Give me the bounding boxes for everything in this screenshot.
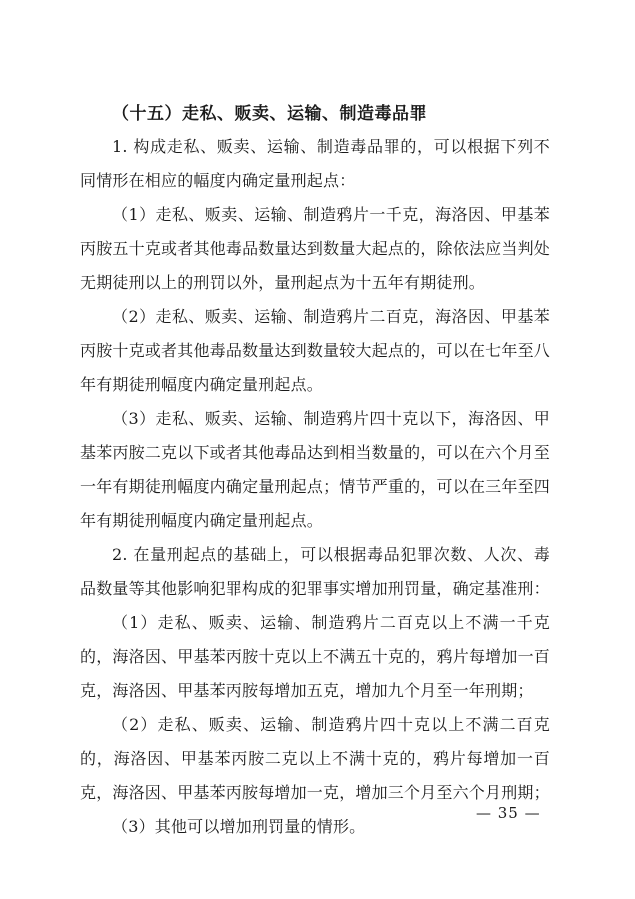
paragraph-6: （1）走私、贩卖、运输、制造鸦片二百克以上不满一千克的，海洛因、甲基苯丙胺十克以上不满五十克的，鸦片每增加一百克，海洛因、甲基苯丙胺每增加五克，增加九个月至一年刑期；	[80, 613, 550, 700]
paragraph-4: （3）走私、贩卖、运输、制造鸦片四十克以下，海洛因、甲基苯丙胺二克以下或者其他毒品达到相当数量的，可以在六个月至一年有期徒刑幅度内确定量刑起点；情节严重的，可以在三年至四年有期徒刑幅度内确定量刑起点。	[80, 409, 550, 530]
paragraph-7: （2）走私、贩卖、运输、制造鸦片四十克以上不满二百克的，海洛因、甲基苯丙胺二克以上不满十克的，鸦片每增加一百克，海洛因、甲基苯丙胺每增加一克，增加三个月至六个月刑期；	[80, 715, 550, 802]
page-number: — 35 —	[476, 804, 541, 822]
paragraph-2: （1）走私、贩卖、运输、制造鸦片一千克，海洛因、甲基苯丙胺五十克或者其他毒品数量达到数量大起点的，除依法应当判处无期徒刑以上的刑罚以外，量刑起点为十五年有期徒刑。	[80, 205, 550, 292]
paragraph-1: 1. 构成走私、贩卖、运输、制造毒品罪的，可以根据下列不同情形在相应的幅度内确定量刑起点：	[80, 137, 550, 190]
paragraph-3: （2）走私、贩卖、运输、制造鸦片二百克，海洛因、甲基苯丙胺十克或者其他毒品数量达到数量较大起点的，可以在七年至八年有期徒刑幅度内确定量刑起点。	[80, 307, 550, 394]
document-body	[80, 100, 550, 844]
paragraph-5: 2. 在量刑起点的基础上，可以根据毒品犯罪次数、人次、毒品数量等其他影响犯罪构成的犯罪事实增加刑罚量，确定基准刑：	[80, 545, 550, 598]
section-heading: （十五）走私、贩卖、运输、制造毒品罪	[112, 104, 427, 124]
paragraph-8: （3）其他可以增加刑罚量的情形。	[112, 817, 366, 836]
